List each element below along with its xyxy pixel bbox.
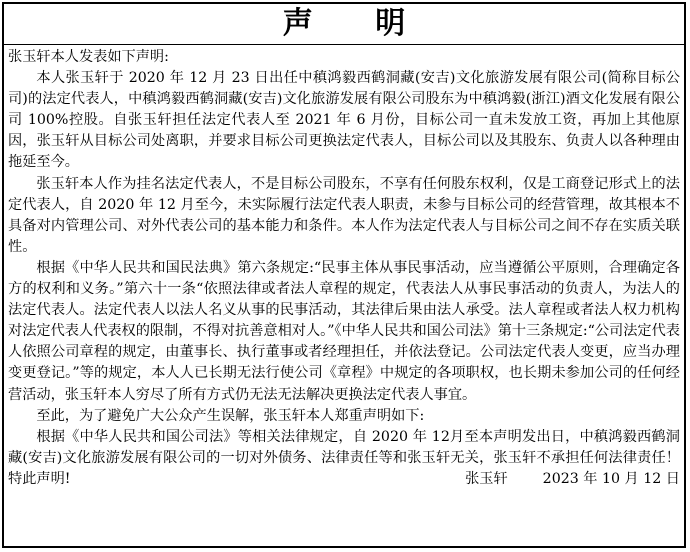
paragraph-appointment: 本人张玉轩于 2020 年 12 月 23 日出任中稹鸿毅西鹤洞藏(安吉)文化旅游发展有限公司(简称目标公司)的法定代表人，中稹鸿毅西鹤洞藏(安吉)文化旅游发展有限公司股东为中稹鸿毅(浙江)酒文化发展有限公司 100%控股。自张玉轩担任法定代表人至 2021 年 6 月份，目标公司一直未发放工资，再加上其他原因，张玉轩从目标公司处离职，并要求目标公司更换法定代表人，目标公司以及其股东、负责人以各种理由拖延至今。 [8, 70, 680, 171]
signature-name: 张玉轩 [465, 470, 508, 487]
signature-block [437, 469, 680, 490]
paragraph-final-declaration [8, 427, 680, 490]
paragraph-nominal-role: 张玉轩本人作为挂名法定代表人，不是目标公司股东，不享有任何股东权利，仅是工商登记形式上的法定代表人，自 2020 年 12 月至今，未实际履行法定代表人职责，未参与目标公司的经营管理，故其根本不具备对内管理公司、对外代表公司的基本能力和条件。本人作为法定代表人与目标公司之间不存在实质关联性。 [8, 175, 680, 255]
title-divider [4, 44, 684, 45]
salutation: 张玉轩本人发表如下声明: [8, 49, 169, 65]
paragraph-declaration-intro: 至此，为了避免广大公众产生误解，张玉轩本人郑重声明如下: [36, 407, 425, 424]
final-declaration-text: 根据《中华人民共和国公司法》等相关法律规定，自 2020 年 12月至本声明发出日，中稹鸿毅西鹤洞藏(安吉)文化旅游发展有限公司的一切对外债务、法律责任等和张玉轩无关，张玉轩不承担任何法律责任！ 特此声明! [8, 428, 680, 487]
statement-notice [2, 2, 686, 548]
paragraph-legal-basis: 根据《中华人民共和国民法典》第六条规定:“民事主体从事民事活动，应当遵循公平原则，合理确定各方的权利和义务。”第六十一条“依照法律或者法人章程的规定，代表法人从事民事活动的负责人，为法人的法定代表人。法定代表人以法人名义从事的民事活动，其法律后果由法人承受。法人章程或者法人权力机构对法定代表人代表权的限制，不得对抗善意相对人。”《中华人民共和国公司法》第十三条规定:“公司法定代表人依照公司章程的规定，由董事长、执行董事或者经理担任，并依法登记。公司法定代表人变更，应当办理变更登记。”等的规定，本人人已长期无法行使公司《章程》中规定的各项职权，也长期未参加公司的任何经营活动，张玉轩本人穷尽了所有方式仍无法无法解决更换法定代表人事宜。 [8, 259, 680, 403]
notice-title: 声 明 [282, 6, 432, 41]
signature-date: 2023 年 10 月 12 日 [542, 470, 680, 487]
notice-body [8, 47, 680, 490]
